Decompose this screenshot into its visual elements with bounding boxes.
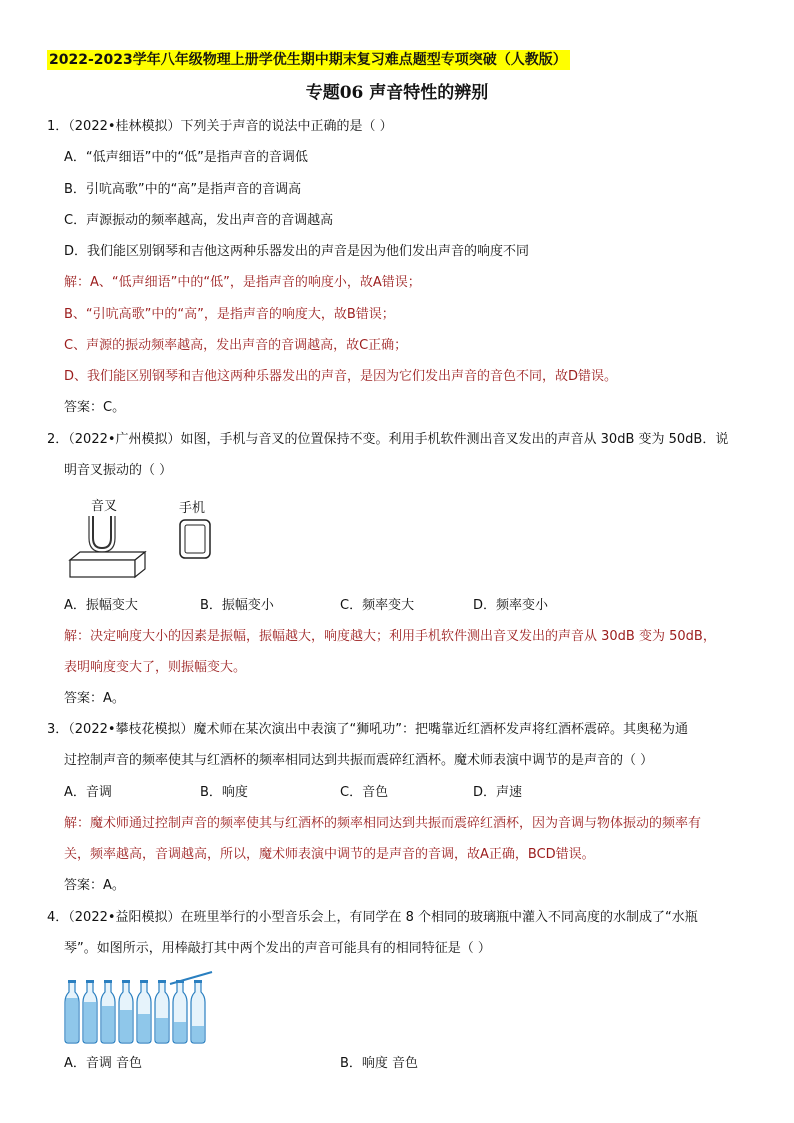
document-header: 2022-2023学年八年级物理上册学优生期中期末复习难点题型专项突破（人教版） xyxy=(47,50,570,70)
tuning-fork-phone-figure xyxy=(60,490,230,585)
q3-answer: 答案：A。 xyxy=(64,878,125,893)
q2-option-c: C．频率变大 xyxy=(340,598,415,613)
q2-option-b: B．振幅变小 xyxy=(200,598,274,613)
q3-solution-2: 关，频率越高，音调越高，所以，魔术师表演中调节的是声音的音调，故A正确，BCD错误。 xyxy=(64,847,595,862)
q3-stem-1: 3．（2022•攀枝花模拟）魔术师在某次演出中表演了“狮吼功”：把嘴靠近红酒杯发声将红酒杯震碎。其奥秘为通 xyxy=(47,722,688,737)
q3-stem-2: 过控制声音的频率使其与红酒杯的频率相同达到共振而震碎红酒杯。魔术师表演中调节的是声音的（ ） xyxy=(64,753,654,768)
q3-option-d: D．声速 xyxy=(473,785,523,800)
q1-option-d: D．我们能区别钢琴和吉他这两种乐器发出的声音是因为他们发出声音的响度不同 xyxy=(64,244,530,259)
q2-stem-2: 明音叉振动的（ ） xyxy=(64,463,173,478)
q1-option-a: A．“低声细语”中的“低”是指声音的音调低 xyxy=(64,150,308,165)
q3-option-a: A．音调 xyxy=(64,785,112,800)
water-bottle-xylophone-figure xyxy=(62,968,222,1046)
page-title: 专题06 声音特性的辨别 xyxy=(305,83,489,103)
q4-stem-1: 4．（2022•益阳模拟）在班里举行的小型音乐会上，有同学在 8 个相同的玻璃瓶中灌入不同高度的水制成了“水瓶 xyxy=(47,910,698,925)
q4-option-b: B．响度 音色 xyxy=(340,1056,419,1071)
q4-option-a: A．音调 音色 xyxy=(64,1056,143,1071)
water-bottle xyxy=(65,980,79,1043)
tuning-fork-label: 音叉 xyxy=(91,499,118,514)
q1-solution-4: D、我们能区别钢琴和吉他这两种乐器发出的声音，是因为它们发出声音的音色不同，故D错误。 xyxy=(64,369,618,384)
q1-option-c: C．声源振动的频率越高，发出声音的音调越高 xyxy=(64,213,334,228)
q1-solution-2: B、“引吭高歌”中的“高”，是指声音的响度大，故B错误； xyxy=(64,307,395,322)
water-bottle xyxy=(119,980,133,1043)
water-bottle xyxy=(173,980,187,1043)
q1-stem: 1．（2022•桂林模拟）下列关于声音的说法中正确的是（ ） xyxy=(47,119,393,134)
q3-option-b: B．响度 xyxy=(200,785,248,800)
water-bottle xyxy=(101,980,115,1043)
water-bottle xyxy=(155,980,169,1043)
q3-solution-1: 解：魔术师通过控制声音的频率使其与红酒杯的频率相同达到共振而震碎红酒杯，因为音调与物体振动的频率有 xyxy=(64,816,702,831)
q2-solution-2: 表明响度变大了，则振幅变大。 xyxy=(64,660,247,675)
q4-stem-2: 琴”。如图所示，用棒敲打其中两个发出的声音可能具有的相同特征是（ ） xyxy=(64,941,491,956)
q2-stem-1: 2．（2022•广州模拟）如图，手机与音叉的位置保持不变。利用手机软件测出音叉发出的声音从 30dB 变为 50dB．说 xyxy=(47,432,729,447)
q2-solution-1: 解：决定响度大小的因素是振幅，振幅越大，响度越大；利用手机软件测出音叉发出的声音从 30dB 变为 50dB， xyxy=(64,629,716,644)
q1-option-b: B．引吭高歌”中的“高”是指声音的音调高 xyxy=(64,182,302,197)
q1-solution-3: C、声源的振动频率越高，发出声音的音调越高，故C正确； xyxy=(64,338,408,353)
q2-answer: 答案：A。 xyxy=(64,691,125,706)
q2-option-a: A．振幅变大 xyxy=(64,598,138,613)
q3-option-c: C．音色 xyxy=(340,785,389,800)
phone-label: 手机 xyxy=(179,501,206,516)
water-bottle xyxy=(83,980,97,1043)
q1-solution-1: 解：A、“低声细语”中的“低”，是指声音的响度小，故A错误； xyxy=(64,275,421,290)
water-bottle xyxy=(191,980,205,1043)
q1-answer: 答案：C。 xyxy=(64,400,126,415)
q2-option-d: D．频率变小 xyxy=(473,598,549,613)
water-bottle xyxy=(137,980,151,1043)
